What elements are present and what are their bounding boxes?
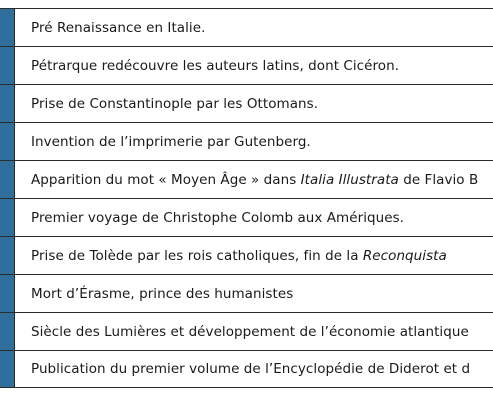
event-text: Pré Renaissance en Italie. (31, 19, 206, 36)
event-text: Mort d’Érasme, prince des humanistes (31, 285, 294, 302)
date-cell (0, 9, 15, 46)
table-row (0, 84, 493, 122)
table-row (0, 122, 493, 160)
book-title: Italia Illustrata (300, 171, 399, 188)
event-text: Prise de Constantinople par les Ottomans. (31, 95, 319, 112)
date-cell (0, 47, 15, 84)
date-cell (0, 275, 15, 312)
date-cell (0, 313, 15, 350)
table-row (0, 350, 493, 388)
table-row (0, 198, 493, 236)
event-text: Pétrarque redécouvre les auteurs latins, dont Cicéron. (31, 57, 400, 74)
table-row (0, 312, 493, 350)
table-row (0, 46, 493, 84)
date-cell (0, 237, 15, 274)
date-cell (0, 351, 15, 387)
reconquista-term: Reconquista (362, 247, 447, 264)
event-text: Publication du premier volume de l’Encyclopédie de Diderot et d (31, 361, 471, 377)
date-cell (0, 199, 15, 236)
table-row (0, 236, 493, 274)
date-cell (0, 123, 15, 160)
event-text-part: Prise de Tolède par les rois catholiques, fin de la (31, 247, 363, 264)
event-text (15, 172, 478, 188)
table-row (0, 160, 493, 198)
event-text-part: Apparition du mot « Moyen Âge » dans (31, 171, 301, 188)
event-text (15, 248, 447, 264)
event-text-part: de Flavio B (398, 171, 479, 188)
event-text: Invention de l’imprimerie par Gutenberg. (31, 133, 311, 150)
date-cell (0, 161, 15, 198)
table-row (0, 274, 493, 312)
timeline-table (0, 8, 493, 388)
table-row (0, 8, 493, 46)
event-text: Premier voyage de Christophe Colomb aux Amériques. (31, 209, 405, 226)
event-text: Siècle des Lumières et développement de l’économie atlantique (31, 323, 469, 340)
date-cell (0, 85, 15, 122)
